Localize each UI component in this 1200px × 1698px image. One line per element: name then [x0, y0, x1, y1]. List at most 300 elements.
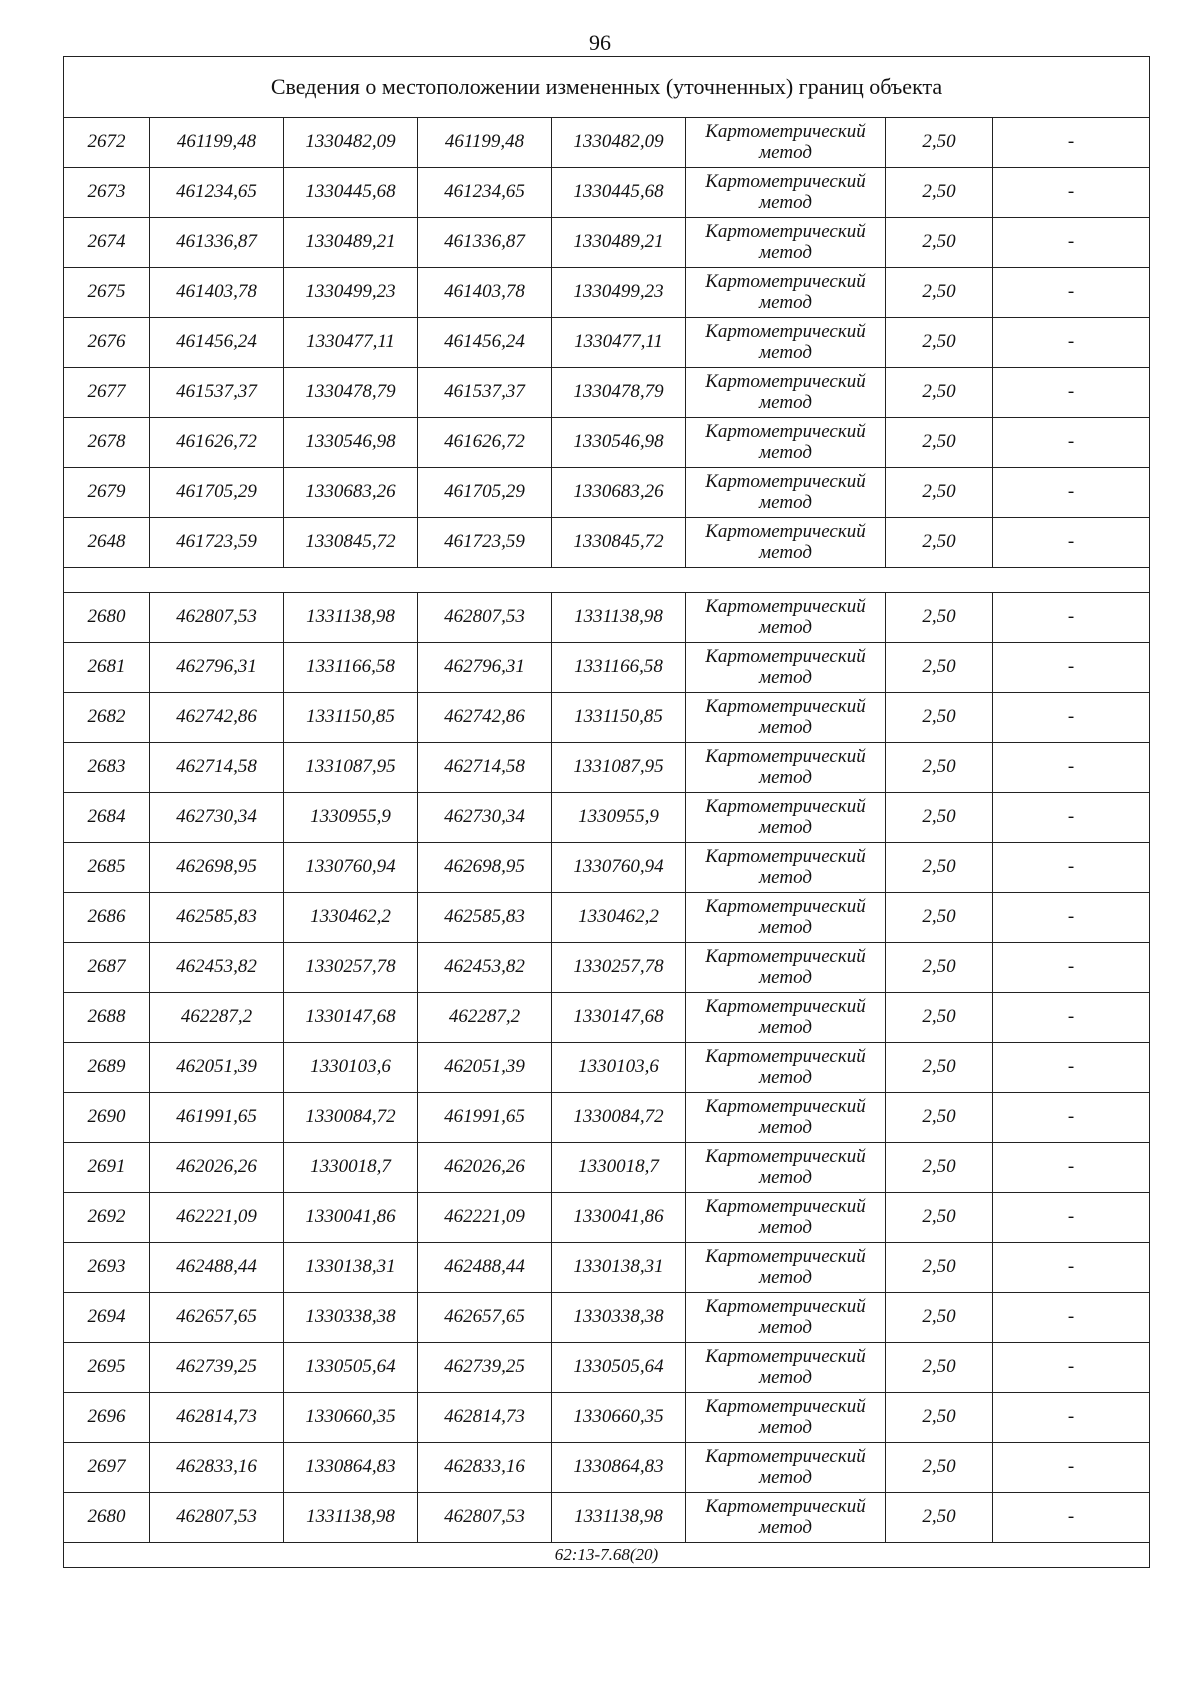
y-old-cell: 1330864,83	[284, 1443, 418, 1493]
y-old-cell: 1330546,98	[284, 418, 418, 468]
method-line-1: Картометрический	[705, 1495, 866, 1517]
x-new-cell: 461234,65	[418, 168, 552, 218]
point-number-cell: 2691	[64, 1143, 150, 1193]
method-line-1: Картометрический	[705, 320, 866, 342]
accuracy-cell: 2,50	[886, 1143, 993, 1193]
method-line-2: метод	[759, 1016, 812, 1038]
method-line-2: метод	[759, 866, 812, 888]
x-old-cell: 462833,16	[150, 1443, 284, 1493]
y-new-cell: 1330257,78	[552, 943, 686, 993]
method-cell	[686, 843, 886, 893]
point-number-cell: 2696	[64, 1393, 150, 1443]
accuracy-cell: 2,50	[886, 943, 993, 993]
method-line-2: метод	[759, 716, 812, 738]
accuracy-cell: 2,50	[886, 993, 993, 1043]
accuracy-cell: 2,50	[886, 518, 993, 568]
x-old-cell: 462742,86	[150, 693, 284, 743]
description-cell: -	[993, 593, 1150, 643]
point-number-cell: 2681	[64, 643, 150, 693]
description-cell: -	[993, 318, 1150, 368]
method-line-1: Картометрический	[705, 795, 866, 817]
x-new-cell: 461991,65	[418, 1093, 552, 1143]
description-cell: -	[993, 643, 1150, 693]
point-number-cell: 2695	[64, 1343, 150, 1393]
y-new-cell: 1331150,85	[552, 693, 686, 743]
method-line-1: Картометрический	[705, 745, 866, 767]
method-line-1: Картометрический	[705, 470, 866, 492]
method-cell	[686, 1393, 886, 1443]
x-old-cell: 462814,73	[150, 1393, 284, 1443]
table-row	[64, 1093, 1150, 1143]
x-old-cell: 462657,65	[150, 1293, 284, 1343]
description-cell: -	[993, 118, 1150, 168]
accuracy-cell: 2,50	[886, 268, 993, 318]
method-line-1: Картометрический	[705, 1195, 866, 1217]
method-line-1: Картометрический	[705, 120, 866, 142]
method-line-1: Картометрический	[705, 220, 866, 242]
table-body	[64, 57, 1150, 1568]
y-old-cell: 1330147,68	[284, 993, 418, 1043]
table-row	[64, 1443, 1150, 1493]
method-line-1: Картометрический	[705, 945, 866, 967]
x-old-cell: 462796,31	[150, 643, 284, 693]
description-cell: -	[993, 743, 1150, 793]
method-cell	[686, 893, 886, 943]
method-line-1: Картометрический	[705, 1345, 866, 1367]
method-cell	[686, 1193, 886, 1243]
table-row	[64, 1143, 1150, 1193]
x-new-cell: 462742,86	[418, 693, 552, 743]
method-line-2: метод	[759, 341, 812, 363]
method-line-1: Картометрический	[705, 370, 866, 392]
accuracy-cell: 2,50	[886, 168, 993, 218]
description-cell: -	[993, 1043, 1150, 1093]
point-number-cell: 2697	[64, 1443, 150, 1493]
method-cell	[686, 468, 886, 518]
x-new-cell: 462453,82	[418, 943, 552, 993]
y-new-cell: 1330462,2	[552, 893, 686, 943]
method-cell	[686, 318, 886, 368]
accuracy-cell: 2,50	[886, 593, 993, 643]
table-row	[64, 1243, 1150, 1293]
method-line-1: Картометрический	[705, 1145, 866, 1167]
method-line-2: метод	[759, 241, 812, 263]
y-new-cell: 1330505,64	[552, 1343, 686, 1393]
x-old-cell: 461456,24	[150, 318, 284, 368]
y-new-cell: 1330489,21	[552, 218, 686, 268]
method-cell	[686, 1343, 886, 1393]
method-line-2: метод	[759, 1216, 812, 1238]
y-new-cell: 1330478,79	[552, 368, 686, 418]
method-line-1: Картометрический	[705, 995, 866, 1017]
table-row	[64, 468, 1150, 518]
description-cell: -	[993, 1293, 1150, 1343]
description-cell: -	[993, 418, 1150, 468]
description-cell: -	[993, 893, 1150, 943]
method-line-2: метод	[759, 1116, 812, 1138]
method-line-2: метод	[759, 541, 812, 563]
y-old-cell: 1330760,94	[284, 843, 418, 893]
description-cell: -	[993, 993, 1150, 1043]
description-cell: -	[993, 1193, 1150, 1243]
accuracy-cell: 2,50	[886, 368, 993, 418]
y-old-cell: 1330955,9	[284, 793, 418, 843]
method-line-1: Картометрический	[705, 595, 866, 617]
table-row	[64, 643, 1150, 693]
description-cell: -	[993, 1343, 1150, 1393]
table-row	[64, 518, 1150, 568]
y-new-cell: 1330477,11	[552, 318, 686, 368]
y-old-cell: 1330338,38	[284, 1293, 418, 1343]
y-old-cell: 1330499,23	[284, 268, 418, 318]
table-row	[64, 168, 1150, 218]
method-line-1: Картометрический	[705, 520, 866, 542]
x-new-cell: 462807,53	[418, 1493, 552, 1543]
method-line-2: метод	[759, 666, 812, 688]
accuracy-cell: 2,50	[886, 843, 993, 893]
accuracy-cell: 2,50	[886, 1043, 993, 1093]
method-cell	[686, 743, 886, 793]
y-old-cell: 1331166,58	[284, 643, 418, 693]
y-new-cell: 1331138,98	[552, 593, 686, 643]
accuracy-cell: 2,50	[886, 1093, 993, 1143]
y-new-cell: 1330084,72	[552, 1093, 686, 1143]
x-new-cell: 461199,48	[418, 118, 552, 168]
y-old-cell: 1330462,2	[284, 893, 418, 943]
method-line-1: Картометрический	[705, 1295, 866, 1317]
point-number-cell: 2673	[64, 168, 150, 218]
x-old-cell: 462026,26	[150, 1143, 284, 1193]
x-new-cell: 461626,72	[418, 418, 552, 468]
x-old-cell: 461537,37	[150, 368, 284, 418]
description-cell: -	[993, 1393, 1150, 1443]
table-title: Сведения о местоположении измененных (уточненных) границ объекта	[64, 57, 1150, 118]
x-old-cell: 461199,48	[150, 118, 284, 168]
x-new-cell: 461723,59	[418, 518, 552, 568]
point-number-cell: 2694	[64, 1293, 150, 1343]
description-cell: -	[993, 168, 1150, 218]
method-cell	[686, 1093, 886, 1143]
point-number-cell: 2675	[64, 268, 150, 318]
x-old-cell: 462585,83	[150, 893, 284, 943]
accuracy-cell: 2,50	[886, 793, 993, 843]
method-line-2: метод	[759, 491, 812, 513]
x-old-cell: 462051,39	[150, 1043, 284, 1093]
point-number-cell: 2674	[64, 218, 150, 268]
method-line-2: метод	[759, 966, 812, 988]
table-row	[64, 1043, 1150, 1093]
separator-cell	[64, 568, 1150, 593]
y-new-cell: 1330546,98	[552, 418, 686, 468]
table-row	[64, 843, 1150, 893]
accuracy-cell: 2,50	[886, 468, 993, 518]
point-number-cell: 2648	[64, 518, 150, 568]
description-cell: -	[993, 1143, 1150, 1193]
y-new-cell: 1330660,35	[552, 1393, 686, 1443]
x-new-cell: 461537,37	[418, 368, 552, 418]
table-row	[64, 593, 1150, 643]
method-cell	[686, 418, 886, 468]
x-old-cell: 462488,44	[150, 1243, 284, 1293]
method-cell	[686, 268, 886, 318]
y-new-cell: 1331166,58	[552, 643, 686, 693]
y-new-cell: 1330845,72	[552, 518, 686, 568]
method-cell	[686, 793, 886, 843]
document-code: 62:13-7.68(20)	[64, 1543, 1150, 1568]
method-cell	[686, 1443, 886, 1493]
y-new-cell: 1330482,09	[552, 118, 686, 168]
method-line-2: метод	[759, 1366, 812, 1388]
method-cell	[686, 593, 886, 643]
table-row	[64, 318, 1150, 368]
x-old-cell: 461723,59	[150, 518, 284, 568]
description-cell: -	[993, 843, 1150, 893]
y-new-cell: 1330445,68	[552, 168, 686, 218]
table-row	[64, 418, 1150, 468]
method-line-1: Картометрический	[705, 270, 866, 292]
y-old-cell: 1331138,98	[284, 593, 418, 643]
y-new-cell: 1330683,26	[552, 468, 686, 518]
x-new-cell: 462739,25	[418, 1343, 552, 1393]
method-line-2: метод	[759, 916, 812, 938]
point-number-cell: 2688	[64, 993, 150, 1043]
method-line-2: метод	[759, 141, 812, 163]
x-old-cell: 462698,95	[150, 843, 284, 893]
y-old-cell: 1330084,72	[284, 1093, 418, 1143]
method-line-2: метод	[759, 816, 812, 838]
description-cell: -	[993, 693, 1150, 743]
method-cell	[686, 218, 886, 268]
x-new-cell: 462714,58	[418, 743, 552, 793]
method-line-2: метод	[759, 291, 812, 313]
y-old-cell: 1330489,21	[284, 218, 418, 268]
method-cell	[686, 1143, 886, 1193]
description-cell: -	[993, 218, 1150, 268]
x-new-cell: 462051,39	[418, 1043, 552, 1093]
accuracy-cell: 2,50	[886, 1193, 993, 1243]
method-line-2: метод	[759, 191, 812, 213]
x-new-cell: 462796,31	[418, 643, 552, 693]
y-new-cell: 1330499,23	[552, 268, 686, 318]
x-old-cell: 461991,65	[150, 1093, 284, 1143]
x-old-cell: 462807,53	[150, 1493, 284, 1543]
method-cell	[686, 693, 886, 743]
accuracy-cell: 2,50	[886, 743, 993, 793]
table-row	[64, 218, 1150, 268]
method-cell	[686, 368, 886, 418]
table-row	[64, 743, 1150, 793]
accuracy-cell: 2,50	[886, 1393, 993, 1443]
y-old-cell: 1331138,98	[284, 1493, 418, 1543]
description-cell: -	[993, 468, 1150, 518]
section-separator-row	[64, 568, 1150, 593]
table-row	[64, 118, 1150, 168]
y-old-cell: 1330018,7	[284, 1143, 418, 1193]
y-old-cell: 1331150,85	[284, 693, 418, 743]
y-new-cell: 1330018,7	[552, 1143, 686, 1193]
y-old-cell: 1330103,6	[284, 1043, 418, 1093]
x-new-cell: 462657,65	[418, 1293, 552, 1343]
point-number-cell: 2693	[64, 1243, 150, 1293]
point-number-cell: 2676	[64, 318, 150, 368]
x-new-cell: 462730,34	[418, 793, 552, 843]
description-cell: -	[993, 1493, 1150, 1543]
point-number-cell: 2678	[64, 418, 150, 468]
y-new-cell: 1330864,83	[552, 1443, 686, 1493]
method-line-1: Картометрический	[705, 645, 866, 667]
y-new-cell: 1331087,95	[552, 743, 686, 793]
y-new-cell: 1330955,9	[552, 793, 686, 843]
table-row	[64, 1393, 1150, 1443]
method-line-1: Картометрический	[705, 1245, 866, 1267]
table-title-row	[64, 57, 1150, 118]
description-cell: -	[993, 1093, 1150, 1143]
method-line-2: метод	[759, 1316, 812, 1338]
x-old-cell: 462730,34	[150, 793, 284, 843]
y-old-cell: 1330845,72	[284, 518, 418, 568]
method-line-2: метод	[759, 1266, 812, 1288]
x-new-cell: 462488,44	[418, 1243, 552, 1293]
point-number-cell: 2689	[64, 1043, 150, 1093]
method-cell	[686, 1293, 886, 1343]
y-old-cell: 1330477,11	[284, 318, 418, 368]
method-line-1: Картометрический	[705, 1045, 866, 1067]
y-old-cell: 1330041,86	[284, 1193, 418, 1243]
accuracy-cell: 2,50	[886, 1343, 993, 1393]
method-line-2: метод	[759, 1416, 812, 1438]
point-number-cell: 2692	[64, 1193, 150, 1243]
method-cell	[686, 1043, 886, 1093]
x-new-cell: 462807,53	[418, 593, 552, 643]
method-cell	[686, 943, 886, 993]
point-number-cell: 2677	[64, 368, 150, 418]
method-line-2: метод	[759, 391, 812, 413]
method-cell	[686, 168, 886, 218]
accuracy-cell: 2,50	[886, 643, 993, 693]
method-line-2: метод	[759, 1066, 812, 1088]
method-line-1: Картометрический	[705, 695, 866, 717]
y-new-cell: 1330760,94	[552, 843, 686, 893]
x-old-cell: 462453,82	[150, 943, 284, 993]
y-new-cell: 1331138,98	[552, 1493, 686, 1543]
point-number-cell: 2679	[64, 468, 150, 518]
method-line-1: Картометрический	[705, 845, 866, 867]
description-cell: -	[993, 368, 1150, 418]
method-cell	[686, 1243, 886, 1293]
y-new-cell: 1330041,86	[552, 1193, 686, 1243]
table-row	[64, 793, 1150, 843]
x-old-cell: 461705,29	[150, 468, 284, 518]
method-line-1: Картометрический	[705, 1095, 866, 1117]
y-new-cell: 1330338,38	[552, 1293, 686, 1343]
description-cell: -	[993, 518, 1150, 568]
point-number-cell: 2686	[64, 893, 150, 943]
description-cell: -	[993, 268, 1150, 318]
y-old-cell: 1330482,09	[284, 118, 418, 168]
y-old-cell: 1330257,78	[284, 943, 418, 993]
method-cell	[686, 643, 886, 693]
x-old-cell: 461626,72	[150, 418, 284, 468]
x-new-cell: 461403,78	[418, 268, 552, 318]
accuracy-cell: 2,50	[886, 318, 993, 368]
y-new-cell: 1330147,68	[552, 993, 686, 1043]
x-old-cell: 461336,87	[150, 218, 284, 268]
description-cell: -	[993, 1243, 1150, 1293]
accuracy-cell: 2,50	[886, 218, 993, 268]
accuracy-cell: 2,50	[886, 893, 993, 943]
x-new-cell: 462287,2	[418, 993, 552, 1043]
method-line-2: метод	[759, 616, 812, 638]
y-old-cell: 1330138,31	[284, 1243, 418, 1293]
x-old-cell: 462807,53	[150, 593, 284, 643]
y-new-cell: 1330138,31	[552, 1243, 686, 1293]
table-row	[64, 993, 1150, 1043]
method-cell	[686, 1493, 886, 1543]
description-cell: -	[993, 943, 1150, 993]
point-number-cell: 2683	[64, 743, 150, 793]
method-line-1: Картометрический	[705, 895, 866, 917]
table-row	[64, 268, 1150, 318]
accuracy-cell: 2,50	[886, 693, 993, 743]
method-line-1: Картометрический	[705, 170, 866, 192]
accuracy-cell: 2,50	[886, 118, 993, 168]
y-old-cell: 1330445,68	[284, 168, 418, 218]
x-old-cell: 461403,78	[150, 268, 284, 318]
x-new-cell: 462026,26	[418, 1143, 552, 1193]
x-old-cell: 462739,25	[150, 1343, 284, 1393]
x-new-cell: 461336,87	[418, 218, 552, 268]
x-old-cell: 462221,09	[150, 1193, 284, 1243]
x-new-cell: 462833,16	[418, 1443, 552, 1493]
point-number-cell: 2682	[64, 693, 150, 743]
y-new-cell: 1330103,6	[552, 1043, 686, 1093]
table-row	[64, 693, 1150, 743]
description-cell: -	[993, 1443, 1150, 1493]
method-line-1: Картометрический	[705, 1445, 866, 1467]
accuracy-cell: 2,50	[886, 418, 993, 468]
accuracy-cell: 2,50	[886, 1443, 993, 1493]
method-line-2: метод	[759, 1516, 812, 1538]
x-new-cell: 461705,29	[418, 468, 552, 518]
boundary-coordinates-table	[63, 56, 1150, 1568]
x-old-cell: 462287,2	[150, 993, 284, 1043]
point-number-cell: 2680	[64, 1493, 150, 1543]
method-line-1: Картометрический	[705, 1395, 866, 1417]
x-old-cell: 462714,58	[150, 743, 284, 793]
table-row	[64, 1343, 1150, 1393]
x-new-cell: 462698,95	[418, 843, 552, 893]
y-old-cell: 1330683,26	[284, 468, 418, 518]
table-row	[64, 1293, 1150, 1343]
point-number-cell: 2690	[64, 1093, 150, 1143]
method-line-2: метод	[759, 766, 812, 788]
method-line-2: метод	[759, 1466, 812, 1488]
point-number-cell: 2680	[64, 593, 150, 643]
method-cell	[686, 518, 886, 568]
x-new-cell: 461456,24	[418, 318, 552, 368]
table-row	[64, 1193, 1150, 1243]
accuracy-cell: 2,50	[886, 1293, 993, 1343]
page-number: 96	[589, 30, 611, 55]
y-old-cell: 1331087,95	[284, 743, 418, 793]
x-new-cell: 462814,73	[418, 1393, 552, 1443]
table-row	[64, 368, 1150, 418]
x-old-cell: 461234,65	[150, 168, 284, 218]
point-number-cell: 2685	[64, 843, 150, 893]
method-cell	[686, 993, 886, 1043]
method-line-1: Картометрический	[705, 420, 866, 442]
point-number-cell: 2672	[64, 118, 150, 168]
